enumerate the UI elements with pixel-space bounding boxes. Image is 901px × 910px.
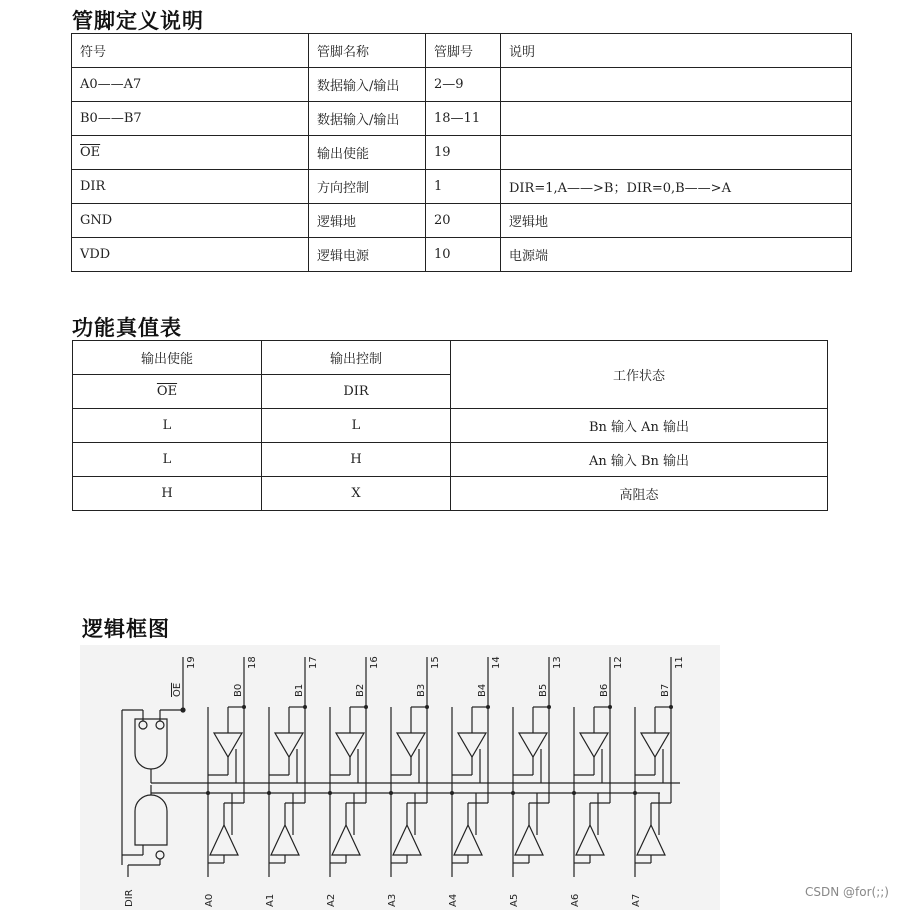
- top-pin-number: 17: [308, 656, 319, 669]
- bottom-pin-name: A2: [326, 893, 337, 907]
- top-pin-number: 19: [186, 656, 197, 669]
- top-pin-name: B1: [294, 683, 305, 697]
- pin-cell: 1: [426, 170, 501, 204]
- desc-cell: 逻辑地: [501, 204, 852, 238]
- table-row: [72, 68, 852, 102]
- symbol-cell: GND: [72, 204, 309, 238]
- desc-cell: [501, 102, 852, 136]
- name-cell: 输出使能: [309, 136, 426, 170]
- top-pin-name: B4: [477, 683, 488, 697]
- oe-overline-text: $\overline{OE}$: [80, 145, 101, 160]
- table-row: [72, 238, 852, 272]
- pin-cell: 18—11: [426, 102, 501, 136]
- name-cell: 方向控制: [309, 170, 426, 204]
- top-pin-number: 14: [491, 656, 502, 669]
- table-header-row: [72, 34, 852, 68]
- bottom-pin-name: A5: [509, 893, 520, 907]
- table-row: [72, 102, 852, 136]
- dir-cell: X: [262, 477, 451, 511]
- header-cell: 说明: [501, 34, 852, 68]
- table-row: [72, 204, 852, 238]
- top-pin-name: B0: [233, 683, 244, 697]
- top-pin-name: B3: [416, 683, 427, 697]
- top-pin-name: B6: [599, 683, 610, 697]
- oe-cell: L: [73, 443, 262, 477]
- top-pin-name: OE: [172, 682, 183, 697]
- logic-diagram: [80, 645, 720, 910]
- symbol-cell: VDD: [72, 238, 309, 272]
- top-pin-name: B5: [538, 683, 549, 697]
- top-pin-number: 18: [247, 656, 258, 669]
- top-pin-number: 11: [674, 656, 685, 669]
- header-cell: 工作状态: [451, 341, 828, 409]
- pin-cell: 2—9: [426, 68, 501, 102]
- bottom-pin-name: A3: [387, 893, 398, 907]
- symbol-cell: A0——A7: [72, 68, 309, 102]
- pin-cell: 10: [426, 238, 501, 272]
- header-cell: 输出使能: [73, 341, 262, 375]
- pin-section-title: 管脚定义说明: [72, 9, 204, 33]
- subheader-cell: [73, 375, 262, 409]
- dir-cell: L: [262, 409, 451, 443]
- name-cell: 逻辑电源: [309, 238, 426, 272]
- oe-cell: L: [73, 409, 262, 443]
- symbol-cell: DIR: [72, 170, 309, 204]
- state-cell: Bn 输入 An 输出: [451, 409, 828, 443]
- dir-cell: H: [262, 443, 451, 477]
- bottom-pin-name: A0: [204, 893, 215, 907]
- state-cell: An 输入 Bn 输出: [451, 443, 828, 477]
- bottom-pin-name: A1: [265, 893, 276, 907]
- table-header-row: [73, 341, 828, 375]
- top-pin-number: 12: [613, 656, 624, 669]
- truth-table: [72, 340, 828, 511]
- watermark: CSDN @for(;;): [805, 885, 889, 899]
- symbol-cell: [72, 136, 309, 170]
- desc-cell: [501, 136, 852, 170]
- symbol-cell: B0——B7: [72, 102, 309, 136]
- truth-section-title: 功能真值表: [72, 316, 182, 340]
- pin-definition-table: [71, 33, 852, 272]
- top-pin-number: 13: [552, 656, 563, 669]
- top-pin-name: B7: [660, 683, 671, 697]
- name-cell: 逻辑地: [309, 204, 426, 238]
- bottom-pin-name: DIR: [124, 889, 135, 907]
- table-row: [73, 477, 828, 511]
- top-pin-number: 16: [369, 656, 380, 669]
- oe-cell: H: [73, 477, 262, 511]
- header-cell: 符号: [72, 34, 309, 68]
- pin-cell: 20: [426, 204, 501, 238]
- header-cell: 管脚号: [426, 34, 501, 68]
- state-cell: 高阻态: [451, 477, 828, 511]
- table-row: [73, 443, 828, 477]
- subheader-cell: DIR: [262, 375, 451, 409]
- name-cell: 数据输入/输出: [309, 102, 426, 136]
- top-pin-number: 15: [430, 656, 441, 669]
- desc-cell: DIR=1,A——>B；DIR=0,B——>A: [501, 170, 852, 204]
- bottom-pin-name: A4: [448, 893, 459, 907]
- bottom-pin-name: A7: [631, 893, 642, 907]
- table-row: [72, 170, 852, 204]
- table-row: [73, 409, 828, 443]
- desc-cell: 电源端: [501, 238, 852, 272]
- top-pin-name: B2: [355, 683, 366, 697]
- header-cell: 输出控制: [262, 341, 451, 375]
- pin-cell: 19: [426, 136, 501, 170]
- desc-cell: [501, 68, 852, 102]
- bottom-pin-name: A6: [570, 893, 581, 907]
- oe-overline-text: $\overline{OE}$: [156, 384, 178, 399]
- header-cell: 管脚名称: [309, 34, 426, 68]
- name-cell: 数据输入/输出: [309, 68, 426, 102]
- table-row: [72, 136, 852, 170]
- logic-section-title: 逻辑框图: [82, 617, 170, 641]
